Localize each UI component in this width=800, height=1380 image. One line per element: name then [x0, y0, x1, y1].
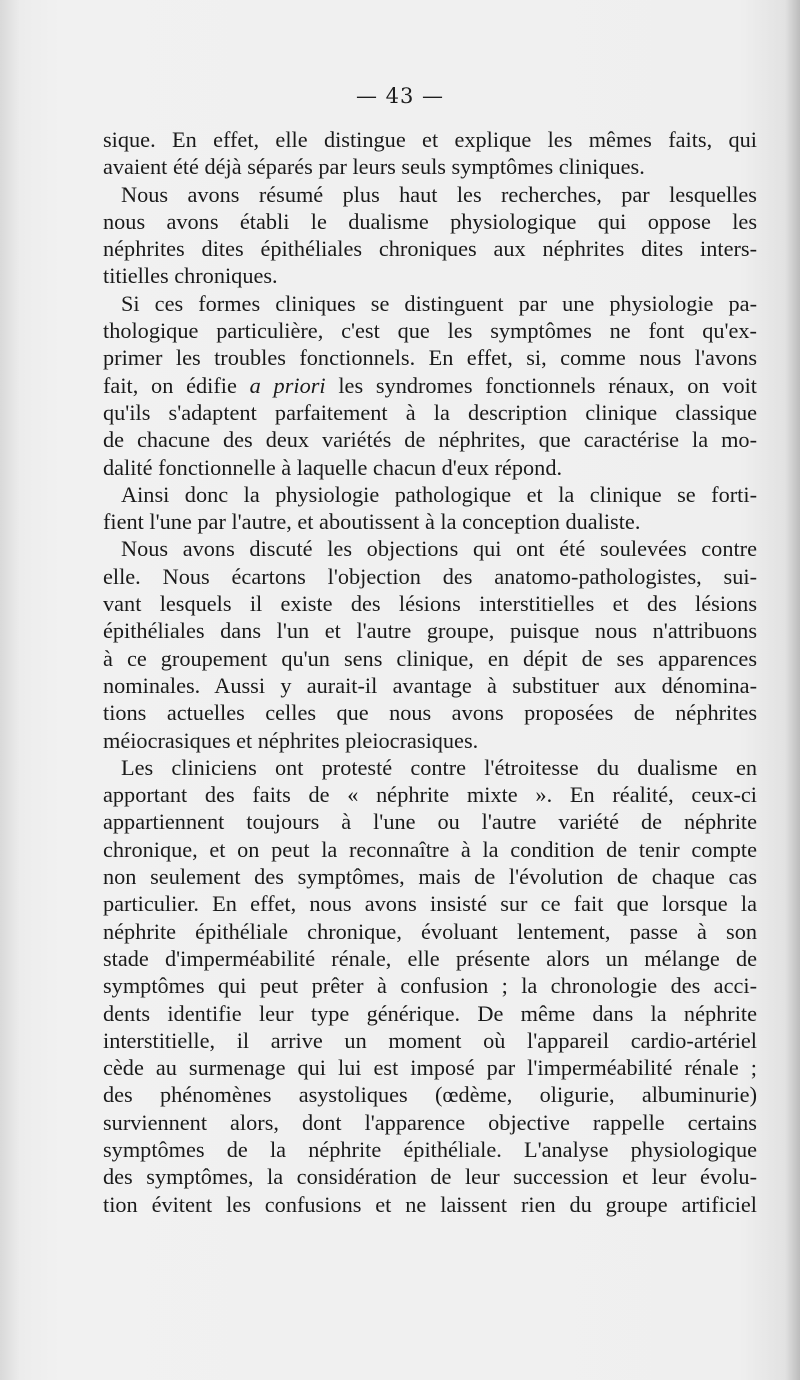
text-line: néphrite épithéliale chronique, évoluant lentement, passe à son	[103, 918, 757, 944]
text-line: Nous avons discuté les objections qui ont été soulevées contre	[121, 536, 757, 562]
text-line: dalité fonctionnelle à laquelle chacun d'eux répond.	[103, 454, 563, 480]
text-line: tion évitent les confusions et ne laissent rien du groupe artificiel	[103, 1191, 757, 1217]
text-line: Ainsi donc la physiologie pathologique et la clinique se forti-	[121, 481, 757, 507]
text-line: stade d'imperméabilité rénale, elle présente alors un mélange de	[103, 945, 757, 971]
text-line: cède au surmenage qui lui est imposé par l'imperméabilité rénale ;	[103, 1055, 757, 1081]
text-line: néphrites dites épithéliales chroniques aux néphrites dites inters-	[103, 236, 757, 262]
text-line: des phénomènes asystoliques (œdème, oligurie, albuminurie)	[103, 1082, 757, 1108]
text-line: elle. Nous écartons l'objection des anatomo-pathologistes, sui-	[103, 563, 757, 589]
text-line: vant lesquels il existe des lésions interstitielles et des lésions	[103, 591, 757, 617]
text-line: sique. En effet, elle distingue et explique les mêmes faits, qui	[103, 127, 757, 152]
text-line: symptômes de la néphrite épithéliale. L'analyse physiologique	[103, 1136, 757, 1162]
text-line: Nous avons résumé plus haut les recherches, par lesquelles	[121, 181, 757, 207]
text-line: chronique, et on peut la reconnaître à la condition de tenir compte	[103, 836, 757, 862]
text-line: de chacune des deux variétés de néphrites, que caractérise la mo-	[103, 427, 757, 453]
text-line: avaient été déjà séparés par leurs seuls symptômes cliniques.	[103, 154, 645, 180]
text-line: thologique particulière, c'est que les symptômes ne font qu'ex-	[103, 318, 757, 344]
text-line: à ce groupement qu'un sens clinique, en dépit de ses apparences	[103, 645, 757, 671]
text-line: apportant des faits de « néphrite mixte ». En réalité, ceux-ci	[103, 782, 757, 808]
text-line: épithéliales dans l'un et l'autre groupe, puisque nous n'attribuons	[103, 618, 757, 644]
text-line: Les cliniciens ont protesté contre l'étroitesse du dualisme en	[121, 754, 757, 780]
text-line: appartiennent toujours à l'une ou l'autre variété de néphrite	[103, 809, 757, 835]
text-line: nominales. Aussi y aurait-il avantage à substituer aux dénomina-	[103, 672, 757, 698]
text-line: particulier. En effet, nous avons insisté sur ce fait que lorsque la	[103, 891, 757, 917]
text-line: fait, on édifie a priori les syndromes fonctionnels rénaux, on voit	[103, 372, 757, 398]
text-line: primer les troubles fonctionnels. En effet, si, comme nous l'avons	[103, 345, 757, 371]
text-line: interstitielle, il arrive un moment où l'appareil cardio-artériel	[103, 1027, 757, 1053]
text-line: fient l'une par l'autre, et aboutissent à la conception dualiste.	[103, 509, 641, 535]
text-line: symptômes qui peut prêter à confusion ; la chronologie des acci-	[103, 973, 757, 999]
page-number: — 43 —	[355, 84, 445, 108]
text-line: titielles chroniques.	[103, 263, 278, 289]
text-line: tions actuelles celles que nous avons proposées de néphrites	[103, 700, 757, 726]
text-line: non seulement des symptômes, mais de l'évolution de chaque cas	[103, 864, 757, 890]
text-line: dents identifie leur type générique. De même dans la néphrite	[103, 1000, 757, 1026]
body-text	[103, 126, 757, 1218]
text-line: Si ces formes cliniques se distinguent par une physiologie pa-	[121, 290, 757, 316]
text-line: surviennent alors, dont l'apparence objective rappelle certains	[103, 1109, 757, 1135]
text-line: nous avons établi le dualisme physiologique qui oppose les	[103, 208, 757, 234]
text-line: qu'ils s'adaptent parfaitement à la description clinique classique	[103, 399, 757, 425]
text-line: des symptômes, la considération de leur succession et leur évolu-	[103, 1164, 757, 1190]
text-line: méiocrasiques et néphrites pleiocrasiques.	[103, 727, 479, 753]
